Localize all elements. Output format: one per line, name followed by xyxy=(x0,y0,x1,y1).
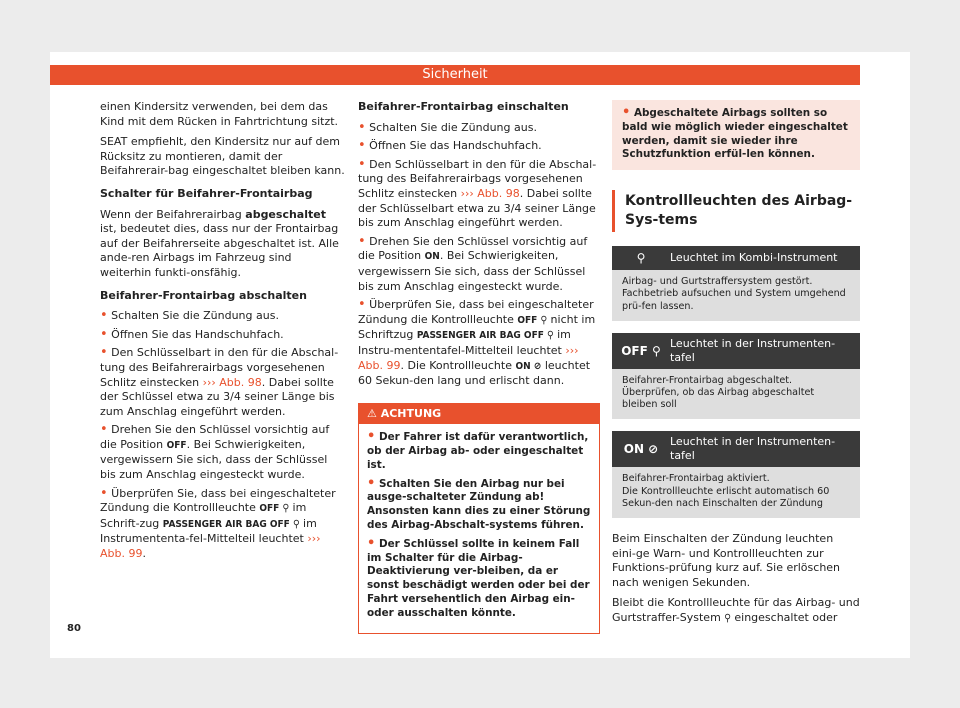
figure-link[interactable]: ››› Abb. 99 xyxy=(358,343,579,372)
list-item: • Schalten Sie die Zündung aus. xyxy=(358,119,537,135)
airbag-on-lamp-icon: ON ⊘ xyxy=(623,442,659,457)
list-item: • Überprüfen Sie, dass bei eingeschalteter Zündung die Kontrollleuchte OFF ⚲ im Schrift-zug PASSENGER AIR BAG OFF ⚲ im Instrumententa-fel-Mittelteil leuchtet ››› Abb. 99. xyxy=(100,485,336,561)
subheading: Schalter für Beifahrer-Frontairbag xyxy=(100,186,313,200)
bullet-icon: • xyxy=(100,345,108,361)
column-3 xyxy=(612,100,860,633)
warning-title: ACHTUNG xyxy=(380,406,442,420)
airbag-off-lamp-icon: OFF ⚲ xyxy=(517,314,548,326)
paragraph: Wenn der Beifahrerairbag abgeschaltet ist, bedeutet dies, dass nur der Frontairbag auf der Beifahrerseite abgeschaltet ist. Alle ande-ren Airbags im Fahrzeug sind weiterhin funkti-onsfähig. xyxy=(100,207,339,279)
warning-box xyxy=(358,403,600,634)
bullet-icon: • xyxy=(100,485,108,501)
lamp-table-2 xyxy=(612,333,860,420)
page-number: 80 xyxy=(67,623,81,634)
emphasis: abgeschaltet xyxy=(245,207,326,221)
bullet-icon: • xyxy=(367,535,376,551)
bullet-icon: • xyxy=(358,297,366,313)
list-item: • Drehen Sie den Schlüssel vorsichtig auf die Position OFF. Bei Schwierigkeiten, vergewissern Sie sich, dass der Schlüssel bis zum Anschlag eingesteckt wurde. xyxy=(100,422,330,482)
airbag-on-lamp-icon: ON ⊘ xyxy=(515,360,542,372)
off-symbol-icon: OFF xyxy=(166,439,187,451)
bullet-icon: • xyxy=(367,429,376,445)
lamp-body: Airbag- und Gurtstraffersystem gestört. Fachbetrieb aufsuchen und System umgehend prü-fen lassen. xyxy=(612,270,860,321)
figure-link[interactable]: ››› Abb. 98 xyxy=(460,186,520,200)
lamp-header xyxy=(612,246,860,270)
bullet-icon: • xyxy=(358,138,366,154)
lamp-body: Beifahrer-Frontairbag aktiviert. Die Kontrollleuchte erlischt automatisch 60 Sekun-den nach Einschalten der Zündung xyxy=(612,467,860,518)
lamp-title: Leuchtet in der Instrumenten-tafel xyxy=(670,435,836,463)
list-item: • Überprüfen Sie, dass bei eingeschalteter Zündung die Kontrollleuchte OFF ⚲ nicht im Schriftzug PASSENGER AIR BAG OFF ⚲ im Instru-mententafel-Mittelteil leuchtet ››› Abb. 99. Die Kontrollleuchte ON ⊘ leuchtet 60 Sekun-den lang und erlischt dann. xyxy=(358,297,596,388)
list-item: • Den Schlüsselbart in den für die Abschal-tung des Beifahrerairbags vorgesehenen Schlitz einstecken ››› Abb. 98. Dabei sollte der Schlüssel etwa zu 3/4 seiner Länge bis zum Anschlag eingeführt werden. xyxy=(100,345,339,418)
bullet-icon: • xyxy=(367,475,376,491)
list-item: • Öffnen Sie das Handschuhfach. xyxy=(100,326,284,342)
airbag-off-lamp-icon: OFF ⚲ xyxy=(259,503,290,515)
passenger-airbag-off-icon: PASSENGER AIR BAG OFF ⚲ xyxy=(416,330,554,342)
airbag-off-lamp-icon: OFF ⚲ xyxy=(621,343,661,358)
section-header: Sicherheit xyxy=(50,65,860,85)
paragraph: einen Kindersitz verwenden, bei dem das Kind mit dem Rücken in Fahrtrichtung sitzt. xyxy=(100,100,339,128)
lamp-title: Leuchtet in der Instrumenten-tafel xyxy=(670,336,836,364)
airbag-warning-icon: ⚲ xyxy=(636,250,646,265)
section-title: Kontrollleuchten des Airbag-Sys-tems xyxy=(612,190,860,232)
column-1 xyxy=(100,100,345,566)
warning-item: • Der Fahrer ist dafür verantwortlich, ob der Airbag ab- oder eingeschaltet ist. xyxy=(367,429,589,471)
warning-triangle-icon: ⚠ xyxy=(367,406,377,420)
figure-link[interactable]: ››› Abb. 99 xyxy=(100,532,321,561)
on-symbol-icon: ON xyxy=(424,251,440,263)
warning-item: • Schalten Sie den Airbag nur bei ausge-schalteter Zündung ab! Ansonsten kann dies zu einer Störung des Airbag-Abschalt-systems führen. xyxy=(367,475,591,532)
subheading: Beifahrer-Frontairbag abschalten xyxy=(100,288,307,302)
list-item: • Den Schlüsselbart in den für die Abschal-tung des Beifahrerairbags vorgesehenen Schlitz einstecken ››› Abb. 98. Dabei sollte der Schlüsselbart etwa zu 3/4 seiner Länge bis zum Anschlag eingeführt werden. xyxy=(358,156,597,230)
airbag-warning-icon: ⚲ xyxy=(724,612,731,624)
bullet-icon: • xyxy=(358,233,366,249)
paragraph: SEAT empfiehlt, den Kindersitz nur auf dem Rücksitz zu montieren, damit der Beifahrerair-bag eingeschaltet bleiben kann. xyxy=(100,135,345,178)
lamp-header xyxy=(612,333,860,369)
lamp-title: Leuchtet im Kombi-Instrument xyxy=(670,251,838,265)
lamp-header xyxy=(612,431,860,467)
list-item: • Schalten Sie die Zündung aus. xyxy=(100,308,279,324)
warning-body xyxy=(359,424,599,632)
warning-header xyxy=(359,404,599,425)
paragraph: Bleibt die Kontrollleuchte für das Airbag- und Gurtstraffer-System ⚲ eingeschaltet oder xyxy=(612,596,860,624)
lamp-table-3 xyxy=(612,431,860,518)
paragraph: Beim Einschalten der Zündung leuchten eini-ge Warn- und Kontrollleuchten zur Funktions-prüfung kurz auf. Sie erlöschen nach wenigen Sekunden. xyxy=(612,532,841,589)
warning-item: • Der Schlüssel sollte in keinem Fall im Schalter für die Airbag-Deaktivierung ver-bleiben, da er sonst beschädigt werden oder bei der Fahrt versehentlich den Airbag ein- oder ausschalten könnte. xyxy=(367,535,590,619)
lamp-table-1 xyxy=(612,246,860,321)
passenger-airbag-off-icon: PASSENGER AIR BAG OFF ⚲ xyxy=(162,518,300,530)
subheading: Beifahrer-Frontairbag einschalten xyxy=(358,100,569,113)
column-2 xyxy=(358,100,600,634)
list-item: • Öffnen Sie das Handschuhfach. xyxy=(358,138,542,154)
list-item: • Drehen Sie den Schlüssel vorsichtig auf die Position ON. Bei Schwierigkeiten, vergewissern Sie sich, dass der Schlüssel bis zum Anschlag eingesteckt wurde. xyxy=(358,233,588,293)
bullet-icon: • xyxy=(358,119,366,135)
bullet-icon: • xyxy=(100,308,108,324)
figure-link[interactable]: ››› Abb. 98 xyxy=(202,375,262,389)
lamp-body: Beifahrer-Frontairbag abgeschaltet. Überprüfen, ob das Airbag abgeschaltet bleiben soll xyxy=(612,369,860,420)
bullet-icon: • xyxy=(100,326,108,342)
bullet-icon: • xyxy=(358,156,366,172)
bullet-icon: • xyxy=(622,105,631,120)
note-box: • Abgeschaltete Airbags sollten so bald wie möglich wieder eingeschaltet werden, damit sie wieder ihre Schutzfunktion erfül-len können. xyxy=(612,100,860,170)
bullet-icon: • xyxy=(100,422,108,438)
